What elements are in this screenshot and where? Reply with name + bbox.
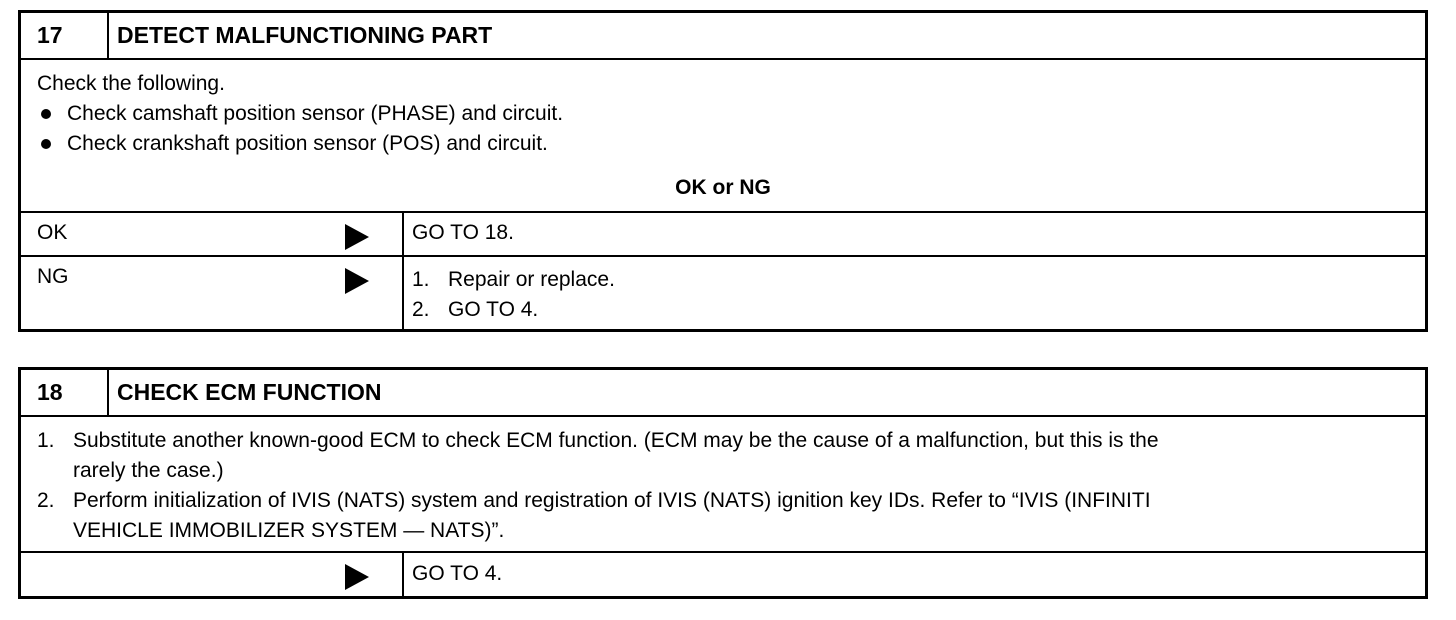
action-item xyxy=(412,295,1417,325)
instruction-number: 1. xyxy=(37,429,55,452)
outcome-label: OK xyxy=(37,221,68,244)
outcome-row xyxy=(21,551,1425,597)
step-18-table xyxy=(18,367,1428,599)
bullet-text: Check camshaft position sensor (PHASE) and circuit. xyxy=(67,102,564,125)
arrow-right-icon xyxy=(345,564,369,590)
bullet-item xyxy=(37,99,1409,129)
step-header xyxy=(21,370,1425,415)
step-title: DETECT MALFUNCTIONING PART xyxy=(117,22,493,48)
step-title: CHECK ECM FUNCTION xyxy=(117,379,382,405)
outcome-action: GO TO 4. xyxy=(412,562,503,585)
bullet-icon xyxy=(41,139,51,149)
action-item xyxy=(412,265,1417,295)
step-instructions xyxy=(21,58,1425,211)
instruction-intro: Check the following. xyxy=(37,72,225,95)
instruction-line: Substitute another known-good ECM to check ECM function. (ECM may be the cause of a malfunction, but this is the xyxy=(73,429,1159,452)
outcome-label-cell xyxy=(21,257,404,329)
instruction-line: VEHICLE IMMOBILIZER SYSTEM — NATS)”. xyxy=(73,519,505,542)
step-number: 18 xyxy=(21,370,109,415)
outcome-row-ok xyxy=(21,211,1425,255)
outcome-label: NG xyxy=(37,265,69,288)
outcome-action: GO TO 18. xyxy=(412,221,514,244)
step-header xyxy=(21,13,1425,58)
arrow-right-icon xyxy=(345,224,369,250)
outcome-label-cell xyxy=(21,553,404,597)
arrow-right-icon xyxy=(345,268,369,294)
instruction-item xyxy=(37,486,1409,546)
bullet-icon xyxy=(41,109,51,119)
outcome-action-list xyxy=(404,257,1425,329)
action-text: GO TO 4. xyxy=(448,298,539,321)
instruction-line: rarely the case.) xyxy=(73,459,224,482)
action-number: 1. xyxy=(412,268,430,291)
step-instructions xyxy=(21,415,1425,551)
bullet-item xyxy=(37,129,1409,159)
outcome-label-cell xyxy=(21,213,404,255)
instruction-item xyxy=(37,426,1409,486)
decision-label: OK or NG xyxy=(675,176,771,199)
instruction-line: Perform initialization of IVIS (NATS) system and registration of IVIS (NATS) ignition key IDs. Refer to “IVIS (INFINITI xyxy=(73,489,1151,512)
action-number: 2. xyxy=(412,298,430,321)
bullet-text: Check crankshaft position sensor (POS) and circuit. xyxy=(67,132,548,155)
step-17-table xyxy=(18,10,1428,332)
instruction-number: 2. xyxy=(37,489,55,512)
step-number: 17 xyxy=(21,13,109,58)
outcome-row-ng xyxy=(21,255,1425,329)
action-text: Repair or replace. xyxy=(448,268,615,291)
